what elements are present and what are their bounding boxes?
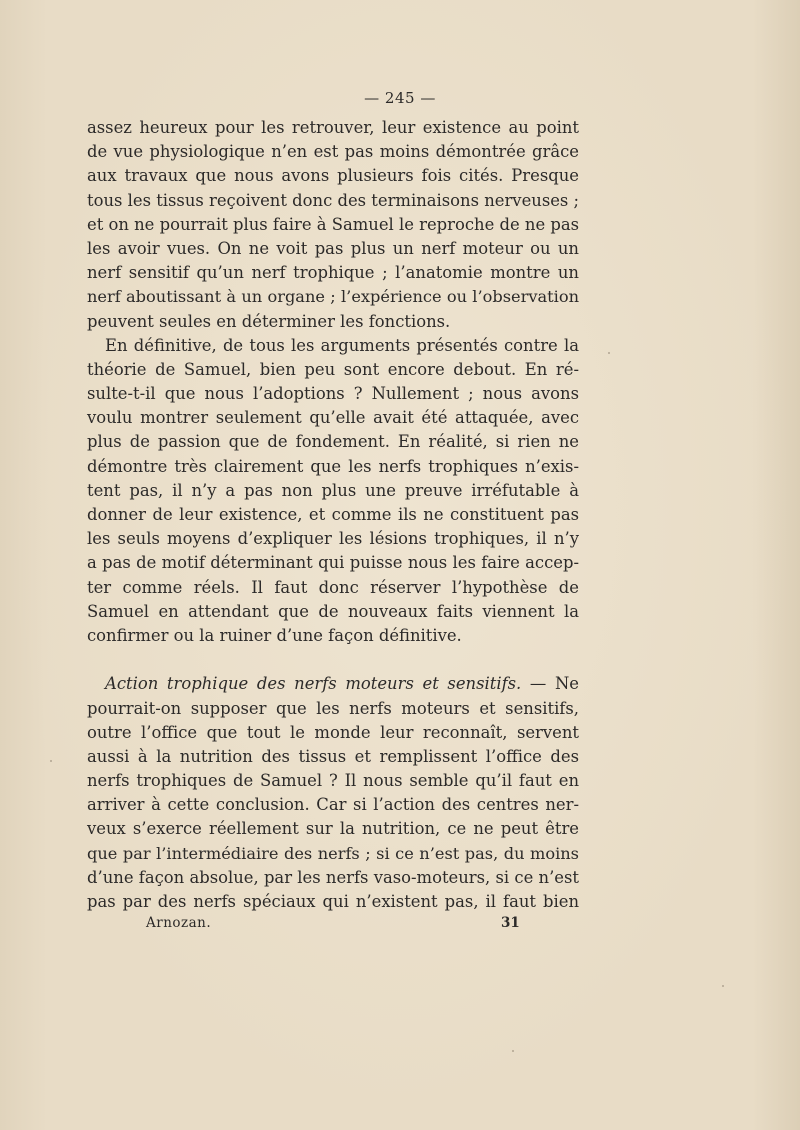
- text-line: les seuls moyens d’expliquer les lésions trophiques, il n’y: [87, 529, 579, 549]
- text-line: que par l’intermédiaire des nerfs ; si ce n’est pas, du moins: [87, 843, 579, 863]
- text-line: aux travaux que nous avons plusieurs fois cités. Presque: [87, 166, 579, 186]
- text-line: pas par des nerfs spéciaux qui n’existent pas, il faut bien: [87, 892, 579, 911]
- heading-tail: — Ne: [521, 674, 580, 694]
- text-line: outre l’office que tout le monde leur reconnaît, servent: [87, 722, 579, 742]
- section-heading-line: [87, 672, 579, 696]
- text-line: nerf sensitif qu’un nerf trophique ; l’anatomie montre un: [87, 263, 579, 283]
- text-line: les avoir vues. On ne voit pas plus un nerf moteur ou un: [87, 238, 579, 258]
- paper-speck: [512, 1050, 514, 1052]
- text-line: assez heureux pour les retrouver, leur existence au point: [87, 118, 579, 137]
- text-line: et on ne pourrait plus faire à Samuel le reproche de ne pas: [87, 214, 580, 234]
- text-line: nerf aboutissant à un organe ; l’expérience ou l’observation: [87, 287, 579, 307]
- text-line: donner de leur existence, et comme ils ne constituent pas: [87, 505, 579, 524]
- text-line: arriver à cette conclusion. Car si l’action des centres ner-: [87, 795, 579, 815]
- paragraph-3: [87, 672, 579, 914]
- text-line: tous les tissus reçoivent donc des terminaisons nerveuses ;: [87, 190, 580, 210]
- signature-mark: 31: [501, 915, 520, 931]
- text-line: sulte-t-il que nous l’adoptions ? Nullement ; nous avons: [87, 384, 579, 404]
- text-line: d’une façon absolue, par les nerfs vaso-moteurs, si ce n’est: [87, 867, 579, 887]
- text-line: aussi à la nutrition des tissus et remplissent l’office des: [87, 746, 579, 766]
- text-line: confirmer ou la ruiner d’une façon définitive.: [87, 625, 462, 645]
- body-text: [87, 116, 579, 914]
- footer-author: Arnozan.: [146, 915, 212, 931]
- text-line: voulu montrer seulement qu’elle avait été attaquée, avec: [87, 408, 579, 428]
- text-line: En définitive, de tous les arguments présentés contre la: [105, 335, 579, 355]
- paper-speck: [50, 760, 52, 762]
- section-heading: Action trophique des nerfs moteurs et sensitifs.: [105, 674, 522, 694]
- paragraph-1: [87, 116, 579, 334]
- section-gap: [87, 648, 579, 672]
- text-line: de vue physiologique n’en est pas moins démontrée grâce: [87, 142, 579, 162]
- text-line: théorie de Samuel, bien peu sont encore debout. En ré-: [87, 359, 579, 379]
- page-number: — 245 —: [364, 89, 436, 107]
- paper-speck: [608, 352, 610, 354]
- page-footer: [0, 915, 800, 935]
- text-line: plus de passion que de fondement. En réalité, si rien ne: [87, 432, 579, 452]
- text-line: pourrait-on supposer que les nerfs moteurs et sensitifs,: [87, 698, 579, 718]
- text-line: veux s’exerce réellement sur la nutrition, ce ne peut être: [87, 819, 579, 839]
- text-line: Samuel en attendant que de nouveaux faits viennent la: [87, 601, 579, 621]
- text-line: a pas de motif déterminant qui puisse nous les faire accep-: [87, 553, 579, 573]
- text-line: tent pas, il n’y a pas non plus une preuve irréfutable à: [87, 480, 579, 500]
- text-line: démontre très clairement que les nerfs trophiques n’exis-: [87, 456, 579, 476]
- text-line: nerfs trophiques de Samuel ? Il nous semble qu’il faut en: [87, 771, 579, 791]
- paper-speck: [722, 985, 724, 987]
- paragraph-2: [87, 334, 579, 648]
- text-line: ter comme réels. Il faut donc réserver l’hypothèse de: [87, 577, 579, 597]
- text-line: peuvent seules en déterminer les fonctions.: [87, 311, 451, 331]
